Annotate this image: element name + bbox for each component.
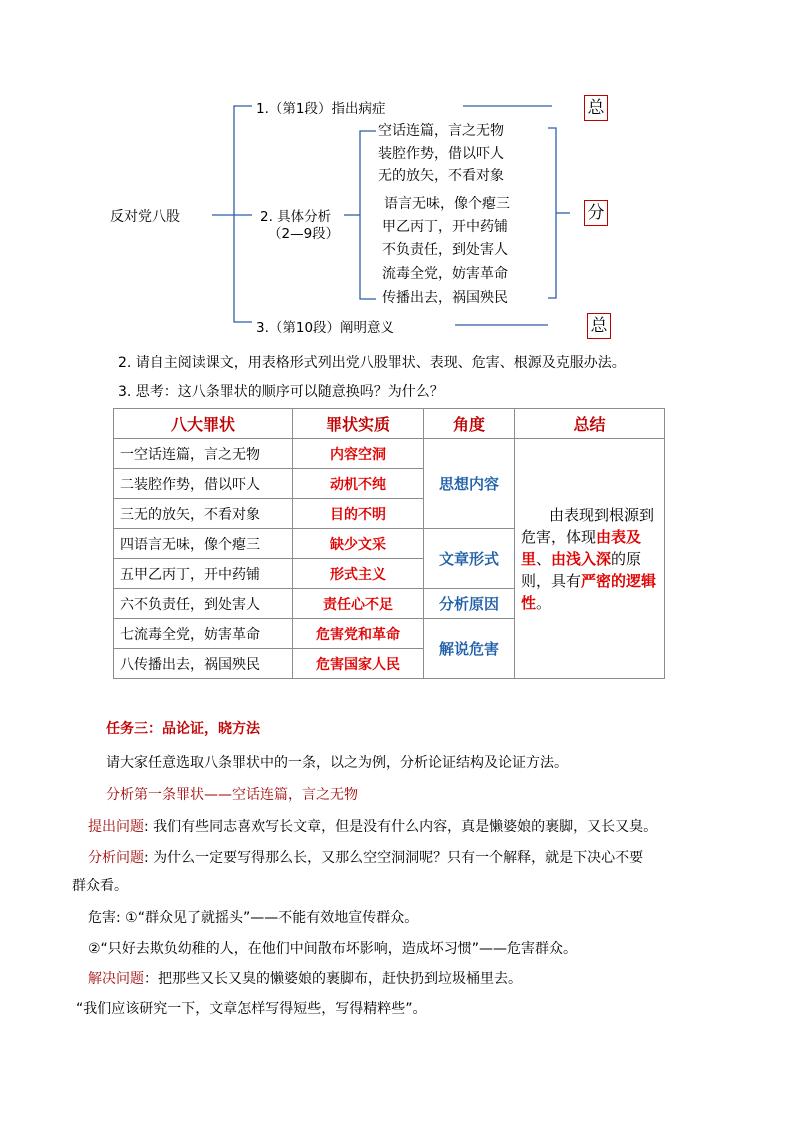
raise-question-line: [88, 816, 657, 836]
crime-cell: 二装腔作势，借以吓人: [114, 469, 293, 499]
crimes-table: [113, 408, 665, 679]
harm-line-1: 危害: ①“群众见了就摇头”——不能有效地宣传群众。: [88, 910, 419, 926]
header-essence: 罪状实质: [293, 409, 424, 439]
header-summary: 总结: [515, 409, 665, 439]
table-row: [114, 439, 665, 469]
analyze-question-text: : 为什么一定要写得那么长，又那么空空洞洞呢？只有一个解释，就是下决心不要: [144, 850, 644, 866]
outline-item-3: 3.（第10段）阐明意义: [256, 320, 395, 336]
outline-crime-3: 无的放矢，不看对象: [378, 168, 504, 184]
summary-cell: [515, 439, 665, 679]
crime-cell: 七流毒全党，妨害革命: [114, 619, 293, 649]
header-crimes: 八大罪状: [114, 409, 293, 439]
essence-cell: 目的不明: [293, 499, 424, 529]
summary-emphasis-2: 由浅入深: [551, 549, 612, 568]
outline-item-2-range: （2—9段）: [268, 226, 340, 242]
outline-root: 反对党八股: [110, 209, 180, 225]
angle-cell: 分析原因: [424, 589, 515, 619]
summary-emphasis-3: 严密的逻辑性: [521, 571, 657, 612]
crime-cell: 五甲乙丙丁，开中药铺: [114, 559, 293, 589]
harm-line-2: ②“只好去欺负幼稚的人，在他们中间散布坏影响，造成坏习惯”——危害群众。: [88, 941, 578, 957]
outline-crime-8: 传播出去，祸国殃民: [382, 290, 508, 306]
header-angle: 角度: [424, 409, 515, 439]
essence-cell: 缺少文采: [293, 529, 424, 559]
angle-cell: 思想内容: [424, 439, 515, 529]
summary-text-2: 、: [536, 549, 552, 568]
task3-subtitle: 分析第一条罪状——空话连篇，言之无物: [106, 787, 358, 803]
crime-cell: 八传播出去，祸国殃民: [114, 649, 293, 679]
outline-crime-7: 流毒全党，妨害革命: [382, 266, 508, 282]
summary-box-top: 总: [584, 95, 608, 121]
crime-cell: 四语言无味，像个瘪三: [114, 529, 293, 559]
table-header-row: [114, 409, 665, 439]
solve-question-label: 解决问题: [88, 971, 144, 987]
outline-item-2-title: 2. 具体分析: [260, 209, 332, 225]
essence-cell: 动机不纯: [293, 469, 424, 499]
analyze-question-label: 分析问题: [88, 850, 144, 866]
analyze-question-line: [88, 847, 643, 867]
outline-crime-6: 不负责任，到处害人: [382, 242, 508, 258]
summary-text-1: 由表现到根源到危害，体现: [521, 505, 655, 546]
summary-box-bottom: 总: [587, 313, 611, 339]
summary-text-4: 。: [536, 593, 552, 612]
summary-text-3: 的原则，具有: [521, 549, 642, 590]
solve-question-text: ：把那些又长又臭的懒婆娘的裹脚布，赶快扔到垃圾桶里去。: [144, 971, 522, 987]
angle-cell: 文章形式: [424, 529, 515, 589]
raise-question-text: : 我们有些同志喜欢写长文章，但是没有什么内容，真是懒婆娘的裹脚，又长又臭。: [144, 819, 658, 835]
analyze-question-continuation: 群众看。: [72, 878, 128, 894]
essence-cell: 形式主义: [293, 559, 424, 589]
crime-cell: 一空话连篇，言之无物: [114, 439, 293, 469]
outline-item-1: 1.（第1段）指出病症: [256, 101, 386, 117]
outline-crime-2: 装腔作势，借以吓人: [378, 146, 504, 162]
task3-intro: 请大家任意选取八条罪状中的一条，以之为例，分析论证结构及论证方法。: [106, 755, 568, 771]
task3-title: 任务三：品论证，晓方法: [106, 721, 260, 737]
question-3: 3. 思考：这八条罪状的顺序可以随意换吗？为什么？: [118, 384, 444, 400]
closing-quote: “我们应该研究一下，文章怎样写得短些，写得精粹些”。: [76, 1001, 427, 1017]
outline-crime-5: 甲乙丙丁，开中药铺: [382, 219, 508, 235]
question-2: 2. 请自主阅读课文，用表格形式列出党八股罪状、表现、危害、根源及克服办法。: [118, 355, 626, 371]
essence-cell: 危害国家人民: [293, 649, 424, 679]
angle-cell: 解说危害: [424, 619, 515, 679]
outline-crime-4: 语言无味，像个瘪三: [384, 196, 510, 212]
solve-question-line: [88, 968, 522, 988]
crime-cell: 三无的放矢，不看对象: [114, 499, 293, 529]
division-box: 分: [584, 200, 608, 226]
outline-crime-1: 空话连篇，言之无物: [378, 123, 504, 139]
essence-cell: 责任心不足: [293, 589, 424, 619]
raise-question-label: 提出问题: [88, 819, 144, 835]
essence-cell: 内容空洞: [293, 439, 424, 469]
essence-cell: 危害党和革命: [293, 619, 424, 649]
summary-emphasis-1: 由表及里: [521, 527, 642, 568]
crime-cell: 六不负责任，到处害人: [114, 589, 293, 619]
